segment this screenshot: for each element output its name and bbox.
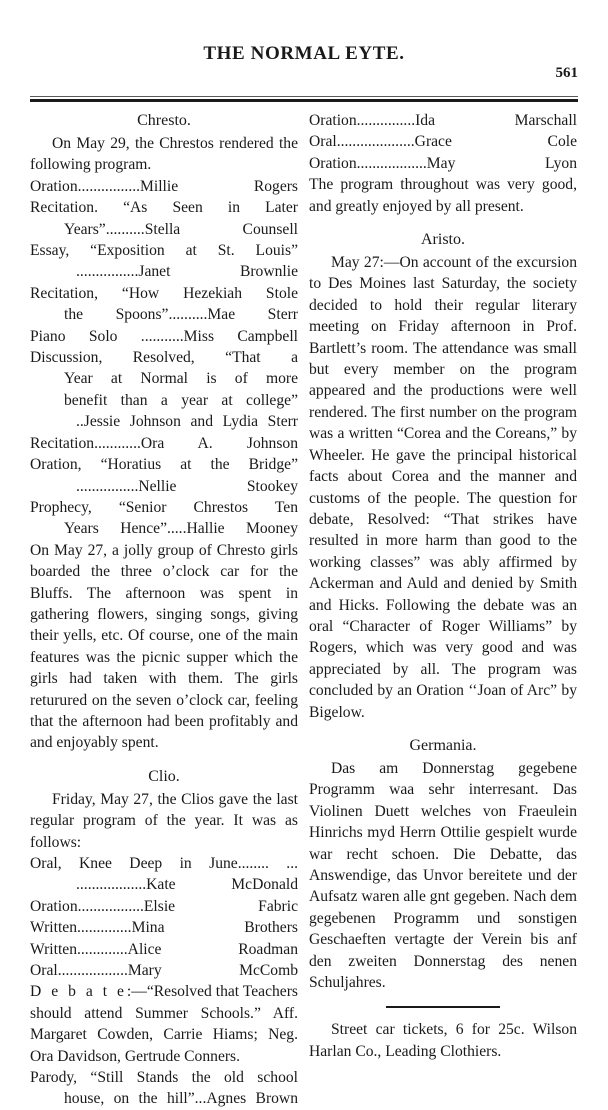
program-entry: Recitation, “How Hezekiah Stole bbox=[30, 284, 298, 302]
program-entry: Written..............Mina Brothers bbox=[30, 919, 298, 937]
section-heading-clio: Clio. bbox=[148, 767, 180, 785]
program-entry: Prophecy, “Senior Chrestos Ten bbox=[30, 498, 298, 516]
program-entry: Oration...............Ida Marschall bbox=[309, 112, 577, 129]
masthead-divider bbox=[30, 96, 578, 102]
program-entry: Oral..................Mary McComb bbox=[30, 962, 298, 980]
program-entry: ..Jessie Johnson and Lydia Sterr bbox=[76, 413, 298, 431]
advertisement: Street car tickets, 6 for 25c. Wilson Harlan Co., Leading Clothiers. bbox=[309, 1021, 577, 1060]
program-entry: Oration, “Horatius at the Bridge” bbox=[30, 456, 298, 474]
program-entry: Recitation. “As Seen in Later bbox=[30, 199, 298, 217]
program-entry: Oration..................May Lyon bbox=[309, 154, 577, 172]
aristo-body: May 27:—On account of the excursion to Des Moines last Saturday, the society decided to hold their regular literary meeting on Friday afternoon in Prof. Bartlett’s room. The attendance was small but every member on the program appeared and the productions were well rendered. The first number on the program was a written “Corea and the Coreans,” by Wheeler. He gave the principal historical facts about Corea and the manner and customs of the people. The question for debate, Resolved: “That strikes have resulted in more harm than good to the working classes” was ably affirmed by Ackerman and Auld and denied by Smith and Hicks. Following the debate was an oral “Character of Roger Williams” by Rogers, which was very good and was appreciated by all. The program was concluded by an Oration ‘‘Joan of Arc” by Bigelow. bbox=[309, 254, 577, 721]
section-heading-aristo: Aristo. bbox=[421, 231, 465, 249]
publication-title: THE NORMAL EYTE. bbox=[203, 43, 405, 64]
program-entry: Oral, Knee Deep in June........ ... bbox=[30, 855, 298, 872]
program-entry: Oration................Millie Rogers bbox=[30, 177, 298, 195]
program-entry: Piano Solo ...........Miss Campbell bbox=[30, 327, 298, 345]
chresto-intro: On May 29, the Chrestos rendered the following program. bbox=[30, 135, 298, 174]
program-entry: Oral....................Grace Cole bbox=[309, 133, 577, 151]
program-entry: benefit than a year at college” bbox=[64, 391, 298, 409]
clio-intro: Friday, May 27, the Clios gave the last regular program of the year. It was as follows: bbox=[30, 790, 298, 851]
program-entry: Parody, “Still Stands the old school bbox=[30, 1069, 298, 1087]
program-entry: Year at Normal is of more bbox=[64, 370, 298, 388]
program-entry: Oration.................Elsie Fabric bbox=[30, 897, 298, 915]
program-entry: Written.............Alice Roadman bbox=[30, 940, 298, 958]
program-entry: the Spoons”..........Mae Sterr bbox=[64, 306, 298, 324]
section-heading-germania: Germania. bbox=[409, 736, 477, 754]
chresto-body: On May 27, a jolly group of Chresto girls boarded the three o’clock car for the Bluffs. The afternoon was spent in gathering flowers, singing songs, giving their yells, etc. Of course, one of the main features was the picnic supper which the girls had taken with them. The girls returured on the seven o’clock car, feeling that the afternoon had been profitably and and enjoyably spent. bbox=[30, 541, 298, 752]
program-entry: Years Hence”.....Hallie Mooney bbox=[64, 520, 298, 538]
program-entry: Recitation............Ora A. Johnson bbox=[30, 434, 298, 452]
program-entry: ................Janet Brownlie bbox=[76, 263, 298, 281]
program-entry: Years”..........Stella Counsell bbox=[64, 220, 298, 238]
page-number: 561 bbox=[555, 65, 578, 81]
program-entry: Essay, “Exposition at St. Louis” bbox=[30, 242, 298, 260]
debate-text: :—“Resolved that Teachers should attend Summer Schools.” Aff. Margaret Cowden, Carrie Hiams; Neg. Ora Davidson, Gertrude Conners. bbox=[30, 983, 298, 1065]
page-masthead bbox=[30, 0, 578, 90]
chresto-closing-note: The program throughout was very good, and greatly enjoyed by all present. bbox=[309, 176, 577, 215]
program-entry: ..................Kate McDonald bbox=[76, 876, 298, 894]
program-entry: Discussion, Resolved, “That a bbox=[30, 349, 298, 367]
section-heading-chresto: Chresto. bbox=[137, 112, 191, 129]
program-entry: ................Nellie Stookey bbox=[76, 477, 298, 495]
clio-debate bbox=[30, 981, 298, 1067]
section-divider bbox=[386, 1006, 500, 1008]
program-entry: house, on the hill”...Agnes Brown bbox=[64, 1090, 298, 1108]
germania-body: Das am Donnerstag gegebene Programm waa sehr interresant. Das Violinen Duett welches von Fraeulein Hinrichs myd Herrn Ottilie gespielt wurde war recht schoen. Die Debatte, das Answendige, das Unvor bereitete und der Aufsatz waren alle gnt gegeben. Nach dem gegebenen Programm und sonstigen Geschaeften vertagte der Verein bis anf den zweiten Donnerstag des nenen Schuljahres. bbox=[309, 759, 578, 992]
debate-label: D e b a t e bbox=[30, 983, 127, 1001]
